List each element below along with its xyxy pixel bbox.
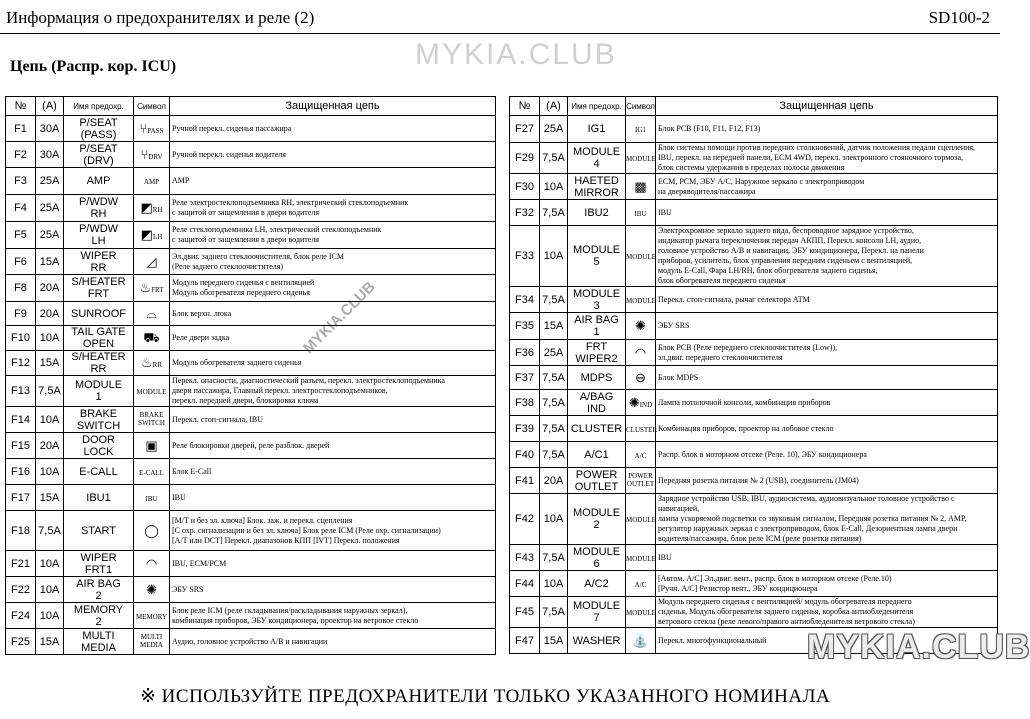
fuse-name: DOOR LOCK bbox=[64, 433, 134, 459]
fuse-symbol bbox=[134, 603, 170, 629]
symbol-label: MODULE bbox=[626, 609, 656, 617]
symbol-label: A/C bbox=[634, 451, 647, 460]
protected-circuit: Лампа потолочной консоли, комбинация приборов bbox=[656, 390, 998, 416]
fuse-number: F4 bbox=[6, 195, 36, 222]
fuse-amperage: 10A bbox=[36, 551, 64, 577]
fuse-symbol bbox=[626, 116, 656, 143]
fuse-symbol bbox=[626, 597, 656, 628]
symbol-label: RH bbox=[152, 206, 163, 214]
table-row bbox=[510, 366, 998, 390]
fuse-number: F6 bbox=[6, 249, 36, 275]
airbag-icon: ✺ bbox=[146, 581, 157, 597]
heated-mirror-icon: ▩ bbox=[634, 178, 647, 194]
symbol-label: MODULE bbox=[626, 554, 656, 563]
fuse-symbol bbox=[134, 485, 170, 511]
tailgate-icon: ⛟ bbox=[143, 330, 160, 345]
fuse-amperage: 10A bbox=[36, 326, 64, 351]
fuse-number: F44 bbox=[510, 571, 540, 597]
symbol-label: RR bbox=[152, 361, 162, 369]
symbol-label: IBU bbox=[634, 209, 647, 218]
fuse-name: P/WDW RH bbox=[64, 195, 134, 222]
col-no: № bbox=[6, 97, 36, 116]
fuse-name: CLUSTER bbox=[568, 416, 626, 442]
fuse-symbol bbox=[626, 442, 656, 468]
steering-icon: ⊖ bbox=[635, 369, 646, 385]
fuse-symbol bbox=[134, 629, 170, 655]
symbol-label: IND bbox=[639, 400, 653, 409]
window-icon: ◩ bbox=[140, 227, 153, 242]
fuse-name: WIPER RR bbox=[64, 249, 134, 275]
fuse-name: WASHER bbox=[568, 628, 626, 654]
fuse-symbol bbox=[626, 200, 656, 226]
fuse-amperage: 10A bbox=[540, 571, 568, 597]
protected-circuit: Перекл. многофункциональный bbox=[656, 628, 998, 654]
table-row bbox=[6, 222, 496, 249]
seat-heater-icon: ♨ bbox=[139, 280, 152, 295]
table-row bbox=[6, 116, 496, 142]
fuse-symbol bbox=[626, 494, 656, 545]
table-row bbox=[6, 485, 496, 511]
fuse-symbol bbox=[626, 468, 656, 494]
fuse-name: E-CALL bbox=[64, 459, 134, 485]
fuse-number: F17 bbox=[6, 485, 36, 511]
symbol-label: MODULE bbox=[626, 155, 656, 163]
table-header-row bbox=[510, 97, 998, 116]
table-row bbox=[510, 416, 998, 442]
fuse-symbol bbox=[626, 313, 656, 340]
table-row bbox=[6, 249, 496, 275]
sunroof-icon: ⌓ bbox=[146, 305, 157, 321]
protected-circuit: Передняя розетка питания № 2 (USB), соединитель (JM04) bbox=[656, 468, 998, 494]
protected-circuit: IBU bbox=[170, 485, 496, 511]
fuse-symbol bbox=[626, 628, 656, 654]
col-symbol: Символ bbox=[134, 97, 170, 116]
fuse-amperage: 7,5A bbox=[540, 200, 568, 226]
header-divider bbox=[0, 33, 1000, 34]
fuse-amperage: 15A bbox=[36, 629, 64, 655]
fuse-symbol bbox=[134, 326, 170, 351]
protected-circuit: Блок PCB (F10, F11, F12, F13) bbox=[656, 116, 998, 143]
table-row bbox=[6, 407, 496, 433]
fuse-amperage: 10A bbox=[540, 494, 568, 545]
door-lock-icon: ▣ bbox=[145, 437, 158, 453]
fuse-symbol bbox=[134, 407, 170, 433]
fuse-number: F29 bbox=[510, 143, 540, 174]
protected-circuit: Распр. блок в моторном отсеке (Реле. 10), ЭБУ кондиционера bbox=[656, 442, 998, 468]
fuse-amperage: 20A bbox=[36, 433, 64, 459]
fuse-number: F36 bbox=[510, 340, 540, 366]
table-row bbox=[510, 442, 998, 468]
fuse-number: F1 bbox=[6, 116, 36, 142]
page-code: SD100-2 bbox=[928, 8, 990, 27]
fuse-symbol bbox=[134, 351, 170, 376]
table-row bbox=[510, 571, 998, 597]
fuse-name: MODULE 5 bbox=[568, 226, 626, 287]
fuse-symbol bbox=[626, 366, 656, 390]
washer-icon: ⛲ bbox=[632, 632, 649, 648]
fuse-amperage: 25A bbox=[36, 168, 64, 195]
fuse-name: S/HEATER RR bbox=[64, 351, 134, 376]
page-header bbox=[0, 0, 1000, 34]
fuse-symbol bbox=[134, 577, 170, 603]
watermark-bottom-right: MYKIA.CLUB bbox=[807, 628, 1030, 666]
table-row bbox=[6, 629, 496, 655]
symbol-label: BRAKE SWITCH bbox=[138, 411, 165, 427]
page-title: Информация о предохранителях и реле (2) bbox=[6, 8, 315, 27]
fuse-symbol bbox=[626, 226, 656, 287]
col-amp: (A) bbox=[540, 97, 568, 116]
protected-circuit: ЭБУ SRS bbox=[170, 577, 496, 603]
protected-circuit: Ручной перекл. сиденья пассажира bbox=[170, 116, 496, 142]
protected-circuit: Реле стеклоподъемника LH, электрический стеклоподъемник с защитой от защемления в двери водителя bbox=[170, 222, 496, 249]
table-row bbox=[6, 603, 496, 629]
protected-circuit: Электрохромное зеркало заднего вида, беспроводное зарядное устройство, индикатор рычага переключения передач АКПП, Перекл. консоли LH, аудио, головное устройство A/B и навигации, ЭБУ кондиционера, Перекл. на панели приборов, усилитель, блок управления передним сиденьем с вентиляцией, модуль E-Call, Фара LH/RH, блок обогревателя заднего сиденья, блок обогревателя переднего сиденья bbox=[656, 226, 998, 287]
fuse-number: F33 bbox=[510, 226, 540, 287]
start-icon: ◯ bbox=[144, 522, 159, 538]
fuse-number: F32 bbox=[510, 200, 540, 226]
watermark-diagonal: MYKIA.CLUB bbox=[300, 278, 379, 358]
fuse-name: MODULE 3 bbox=[568, 287, 626, 313]
protected-circuit: Блок верхн. люка bbox=[170, 302, 496, 326]
fuse-number: F13 bbox=[6, 376, 36, 407]
fuse-amperage: 7,5A bbox=[36, 376, 64, 407]
fuse-name: SUNROOF bbox=[64, 302, 134, 326]
airbag-icon: ✺ bbox=[635, 318, 646, 333]
fuse-symbol bbox=[134, 302, 170, 326]
front-wiper-icon: ◠ bbox=[634, 344, 647, 360]
protected-circuit: Модуль переднего сиденья с вентиляцией Модуль обогревателя переднего сиденья bbox=[170, 275, 496, 302]
fuse-number: F38 bbox=[510, 390, 540, 416]
col-circuit: Защищенная цепь bbox=[170, 97, 496, 116]
fuse-amperage: 25A bbox=[540, 340, 568, 366]
protected-circuit: [Автом. A/C] Эл.двиг. вент., распр. блок в моторном отсеке (Реле.10) [Ручн. A/C] Резистор вент., ЭБУ кондиционера bbox=[656, 571, 998, 597]
fuse-amperage: 15A bbox=[36, 485, 64, 511]
fuse-name: IG1 bbox=[568, 116, 626, 143]
fuse-name: A/C2 bbox=[568, 571, 626, 597]
fuse-number: F47 bbox=[510, 628, 540, 654]
table-row bbox=[6, 551, 496, 577]
fuse-name: A/BAG IND bbox=[568, 390, 626, 416]
fuse-name: P/WDW LH bbox=[64, 222, 134, 249]
fuse-amperage: 7,5A bbox=[540, 287, 568, 313]
protected-circuit: Блок PCB (Реле переднего стеклоочистителя (Low)), эл.двиг. переднего стеклоочистителя bbox=[656, 340, 998, 366]
fuse-symbol bbox=[134, 376, 170, 407]
fuse-number: F22 bbox=[6, 577, 36, 603]
watermark-top: MYKIA.CLUB bbox=[415, 38, 617, 71]
fuse-amperage: 20A bbox=[540, 468, 568, 494]
fuse-symbol bbox=[134, 433, 170, 459]
table-row bbox=[510, 226, 998, 287]
col-amp: (A) bbox=[36, 97, 64, 116]
protected-circuit: AMP bbox=[170, 168, 496, 195]
symbol-label: CLUSTER bbox=[626, 425, 658, 434]
fuse-symbol bbox=[626, 545, 656, 571]
protected-circuit: Ручной перекл. сиденья водителя bbox=[170, 142, 496, 168]
protected-circuit: ЭБУ SRS bbox=[656, 313, 998, 340]
fuse-amperage: 7,5A bbox=[540, 366, 568, 390]
symbol-label: IBU bbox=[145, 494, 158, 503]
table-row bbox=[6, 511, 496, 551]
protected-circuit: Реле блокировки дверей, реле разблок. дверей bbox=[170, 433, 496, 459]
fuse-number: F16 bbox=[6, 459, 36, 485]
fuse-number: F34 bbox=[510, 287, 540, 313]
fuse-symbol bbox=[134, 459, 170, 485]
fuse-amperage: 7,5A bbox=[540, 597, 568, 628]
fuse-number: F35 bbox=[510, 313, 540, 340]
fuse-number: F27 bbox=[510, 116, 540, 143]
protected-circuit: Блок реле ICM (реле складывания/раскладывания наружных зеркал), комбинация приборов, ЭБУ кондиционера, проектор на ветровое стекло bbox=[170, 603, 496, 629]
fuse-name: POWER OUTLET bbox=[568, 468, 626, 494]
protected-circuit: Модуль переднего сиденья с вентиляцией/ модуль обогревателя переднего сиденья, Модуль обогревателя заднего сиденья, коробка антиобледенителя ветрового стекла (реле левого/правого антиобледенителя ветрового стекла) bbox=[656, 597, 998, 628]
table-row bbox=[510, 468, 998, 494]
fuse-name: MODULE 2 bbox=[568, 494, 626, 545]
fuse-name: A/C1 bbox=[568, 442, 626, 468]
fuse-symbol bbox=[134, 551, 170, 577]
table-row bbox=[510, 174, 998, 200]
fuse-number: F15 bbox=[6, 433, 36, 459]
fuse-table-right bbox=[509, 96, 998, 654]
fuse-number: F43 bbox=[510, 545, 540, 571]
fuse-number: F2 bbox=[6, 142, 36, 168]
protected-circuit: IBU bbox=[656, 200, 998, 226]
protected-circuit: Аудио, головное устройство A/B и навигации bbox=[170, 629, 496, 655]
fuse-amperage: 15A bbox=[36, 249, 64, 275]
table-row bbox=[510, 597, 998, 628]
table-row bbox=[510, 494, 998, 545]
protected-circuit: Эл.двиг. заднего стеклоочистителя, блок реле ICM (Реле заднего стеклоочистителя) bbox=[170, 249, 496, 275]
fuse-name: IBU1 bbox=[64, 485, 134, 511]
fuse-amperage: 7,5A bbox=[540, 442, 568, 468]
seat-icon: ⑂ bbox=[140, 146, 149, 162]
protected-circuit: Перекл. опасности, диагностический разъем, перекл. электростеклоподъемника двери пассажира, Главный перекл. электростеклоподъемников, перекл. передней двери, блокировка ключа bbox=[170, 376, 496, 407]
symbol-label: PASS bbox=[147, 126, 164, 135]
fuse-name: S/HEATER FRT bbox=[64, 275, 134, 302]
fuse-symbol bbox=[134, 195, 170, 222]
airbag-icon: ✺ bbox=[628, 394, 640, 410]
symbol-label: IG1 bbox=[635, 126, 646, 134]
fuse-symbol bbox=[134, 116, 170, 142]
window-icon: ◩ bbox=[140, 200, 153, 215]
fuse-symbol bbox=[134, 275, 170, 302]
table-row bbox=[6, 433, 496, 459]
protected-circuit: [M/T и без эл. ключа] Блок. заж. и перекл. сцепления [С охр. сигнализации и без эл. ключа] Блок реле ICM (Реле охр. сигнализации) [A/T или DCT] Перекл. диапазонов КПП [IVT] Перекл. положения bbox=[170, 511, 496, 551]
fuse-amperage: 7,5A bbox=[540, 545, 568, 571]
fuse-symbol bbox=[626, 287, 656, 313]
symbol-label: POWER OUTLET bbox=[626, 472, 655, 488]
symbol-label: MODULE bbox=[136, 388, 167, 396]
seat-icon: ⑂ bbox=[139, 120, 148, 136]
fuse-symbol bbox=[134, 249, 170, 275]
rear-wiper-icon: ◿ bbox=[146, 253, 157, 269]
fuse-amperage: 10A bbox=[540, 226, 568, 287]
symbol-label: MODULE bbox=[626, 516, 656, 524]
fuse-amperage: 7,5A bbox=[36, 511, 64, 551]
fuse-name: AIR BAG 1 bbox=[568, 313, 626, 340]
fuse-name: MODULE 6 bbox=[568, 545, 626, 571]
fuse-symbol bbox=[134, 142, 170, 168]
fuse-name: AIR BAG 2 bbox=[64, 577, 134, 603]
fuse-name: MODULE 1 bbox=[64, 376, 134, 407]
symbol-label: FRT bbox=[151, 286, 164, 294]
fuse-symbol bbox=[626, 390, 656, 416]
protected-circuit: Блок E-Call bbox=[170, 459, 496, 485]
protected-circuit: Реле электростеклоподъемника RH, электрический стеклоподъемник с защитой от защемления в двери водителя bbox=[170, 195, 496, 222]
table-row bbox=[510, 390, 998, 416]
table-row bbox=[6, 376, 496, 407]
table-row bbox=[6, 142, 496, 168]
fuse-amperage: 10A bbox=[36, 459, 64, 485]
protected-circuit: Блок системы помощи против передних столкновений, датчик положения педали сцепления, IBU, перекл. на передней панели, ECM 4WD, перекл. электронного стояночного тормоза, блок системы удержания в пределах полосы движения bbox=[656, 143, 998, 174]
fuse-symbol bbox=[626, 174, 656, 200]
symbol-label: MEMORY bbox=[135, 612, 168, 621]
protected-circuit: Модуль обогревателя заднего сиденья bbox=[170, 351, 496, 376]
fuse-name: MODULE 4 bbox=[568, 143, 626, 174]
table-row bbox=[510, 143, 998, 174]
fuse-name: P/SEAT (PASS) bbox=[64, 116, 134, 142]
fuse-amperage: 25A bbox=[36, 195, 64, 222]
fuse-table-left bbox=[5, 96, 496, 655]
fuse-number: F37 bbox=[510, 366, 540, 390]
fuse-amperage: 10A bbox=[36, 577, 64, 603]
fuse-name: MULTI MEDIA bbox=[64, 629, 134, 655]
fuse-name: IBU2 bbox=[568, 200, 626, 226]
table-row bbox=[510, 340, 998, 366]
protected-circuit: IBU bbox=[656, 545, 998, 571]
fuse-number: F42 bbox=[510, 494, 540, 545]
col-circuit: Защищенная цепь bbox=[656, 97, 998, 116]
fuse-number: F5 bbox=[6, 222, 36, 249]
fuse-name: AMP bbox=[64, 168, 134, 195]
protected-circuit: IBU, ECM/PCM bbox=[170, 551, 496, 577]
protected-circuit: Блок MDPS bbox=[656, 366, 998, 390]
fuse-name: BRAKE SWITCH bbox=[64, 407, 134, 433]
table-row bbox=[6, 275, 496, 302]
table-row bbox=[510, 545, 998, 571]
section-subtitle: Цепь (Распр. кор. ICU) bbox=[10, 58, 177, 75]
fuse-name: MEMORY 2 bbox=[64, 603, 134, 629]
fuse-number: F24 bbox=[6, 603, 36, 629]
fuse-amperage: 25A bbox=[540, 116, 568, 143]
fuse-amperage: 20A bbox=[36, 302, 64, 326]
fuse-number: F45 bbox=[510, 597, 540, 628]
fuse-number: F30 bbox=[510, 174, 540, 200]
fuse-amperage: 10A bbox=[36, 603, 64, 629]
fuse-symbol bbox=[626, 340, 656, 366]
symbol-label: AMP bbox=[143, 178, 160, 186]
symbol-label: MODULE bbox=[626, 296, 656, 305]
table-row bbox=[6, 302, 496, 326]
fuse-amperage: 7,5A bbox=[540, 143, 568, 174]
table-row bbox=[510, 313, 998, 340]
table-row bbox=[6, 577, 496, 603]
fuse-amperage: 30A bbox=[36, 116, 64, 142]
front-wiper-icon: ◠ bbox=[145, 555, 158, 571]
fuse-name: WIPER FRT1 bbox=[64, 551, 134, 577]
protected-circuit: Зарядное устройство USB, IBU, аудиосистема, аудиовизуальное головное устройство с навигацией, лампа ускоряемой подсветки со звуковым сигналом, Передняя розетка питания № 2, AMP, регулятор наружных зеркал с электроприводом, блок E-Call, Дезориентная лампа двери водителя/пассажира, блок реле ICM (реле розетки питания) bbox=[656, 494, 998, 545]
symbol-label: MULTI MEDIA bbox=[140, 633, 163, 649]
fuse-name: HAETED MIRROR bbox=[568, 174, 626, 200]
symbol-label: LH bbox=[152, 233, 163, 241]
fuse-amperage: 15A bbox=[36, 351, 64, 376]
fuse-amperage: 7,5A bbox=[540, 416, 568, 442]
table-row bbox=[6, 326, 496, 351]
fuse-number: F18 bbox=[6, 511, 36, 551]
fuse-number: F9 bbox=[6, 302, 36, 326]
fuse-name: TAIL GATE OPEN bbox=[64, 326, 134, 351]
fuse-amperage: 15A bbox=[540, 628, 568, 654]
table-header-row bbox=[6, 97, 496, 116]
fuse-amperage: 7,5A bbox=[540, 390, 568, 416]
fuse-amperage: 20A bbox=[36, 275, 64, 302]
fuse-amperage: 10A bbox=[36, 407, 64, 433]
protected-circuit: ECM, PCM, ЭБУ A/C, Наружное зеркало с электроприводом на дверяводителя/пассажира bbox=[656, 174, 998, 200]
fuse-symbol bbox=[134, 168, 170, 195]
fuse-name: MODULE 7 bbox=[568, 597, 626, 628]
protected-circuit: Комбинация приборов, проектор на лобовое стекло bbox=[656, 416, 998, 442]
fuse-symbol bbox=[134, 511, 170, 551]
protected-circuit: Перекл. стоп-сигнала, рычаг селектора ATM bbox=[656, 287, 998, 313]
symbol-label: MODULE bbox=[626, 253, 656, 261]
fuse-name: START bbox=[64, 511, 134, 551]
fuse-number: F40 bbox=[510, 442, 540, 468]
fuse-number: F12 bbox=[6, 351, 36, 376]
fuse-amperage: 25A bbox=[36, 222, 64, 249]
symbol-label: DRV bbox=[148, 152, 163, 161]
fuse-number: F3 bbox=[6, 168, 36, 195]
fuse-symbol bbox=[626, 571, 656, 597]
fuse-number: F25 bbox=[6, 629, 36, 655]
fuse-name: MDPS bbox=[568, 366, 626, 390]
table-row bbox=[6, 168, 496, 195]
seat-heater-icon: ♨ bbox=[141, 355, 153, 370]
symbol-label: E-CALL bbox=[139, 468, 164, 477]
protected-circuit: Перекл. стоп-сигнала, IBU bbox=[170, 407, 496, 433]
fuse-number: F8 bbox=[6, 275, 36, 302]
fuse-number: F10 bbox=[6, 326, 36, 351]
fuse-number: F14 bbox=[6, 407, 36, 433]
protected-circuit: Реле двери задка bbox=[170, 326, 496, 351]
col-name: Имя предохр. bbox=[568, 97, 626, 116]
table-row bbox=[510, 200, 998, 226]
col-symbol: Символ bbox=[626, 97, 656, 116]
table-row bbox=[510, 116, 998, 143]
fuse-amperage: 15A bbox=[540, 313, 568, 340]
fuse-symbol bbox=[626, 416, 656, 442]
footer-note: ※ ИСПОЛЬЗУЙТЕ ПРЕДОХРАНИТЕЛИ ТОЛЬКО УКАЗАННОГО НОМИНАЛА bbox=[140, 686, 831, 707]
fuse-number: F21 bbox=[6, 551, 36, 577]
table-row bbox=[6, 459, 496, 485]
fuse-amperage: 30A bbox=[36, 142, 64, 168]
table-row bbox=[6, 351, 496, 376]
fuse-symbol bbox=[626, 143, 656, 174]
fuse-symbol bbox=[134, 222, 170, 249]
fuse-name: P/SEAT (DRV) bbox=[64, 142, 134, 168]
symbol-label: A/C bbox=[634, 580, 647, 589]
fuse-amperage: 10A bbox=[540, 174, 568, 200]
table-row bbox=[510, 287, 998, 313]
table-row bbox=[6, 195, 496, 222]
col-name: Имя предохр. bbox=[64, 97, 134, 116]
fuse-number: F39 bbox=[510, 416, 540, 442]
fuse-name: FRT WIPER2 bbox=[568, 340, 626, 366]
fuse-number: F41 bbox=[510, 468, 540, 494]
col-no: № bbox=[510, 97, 540, 116]
